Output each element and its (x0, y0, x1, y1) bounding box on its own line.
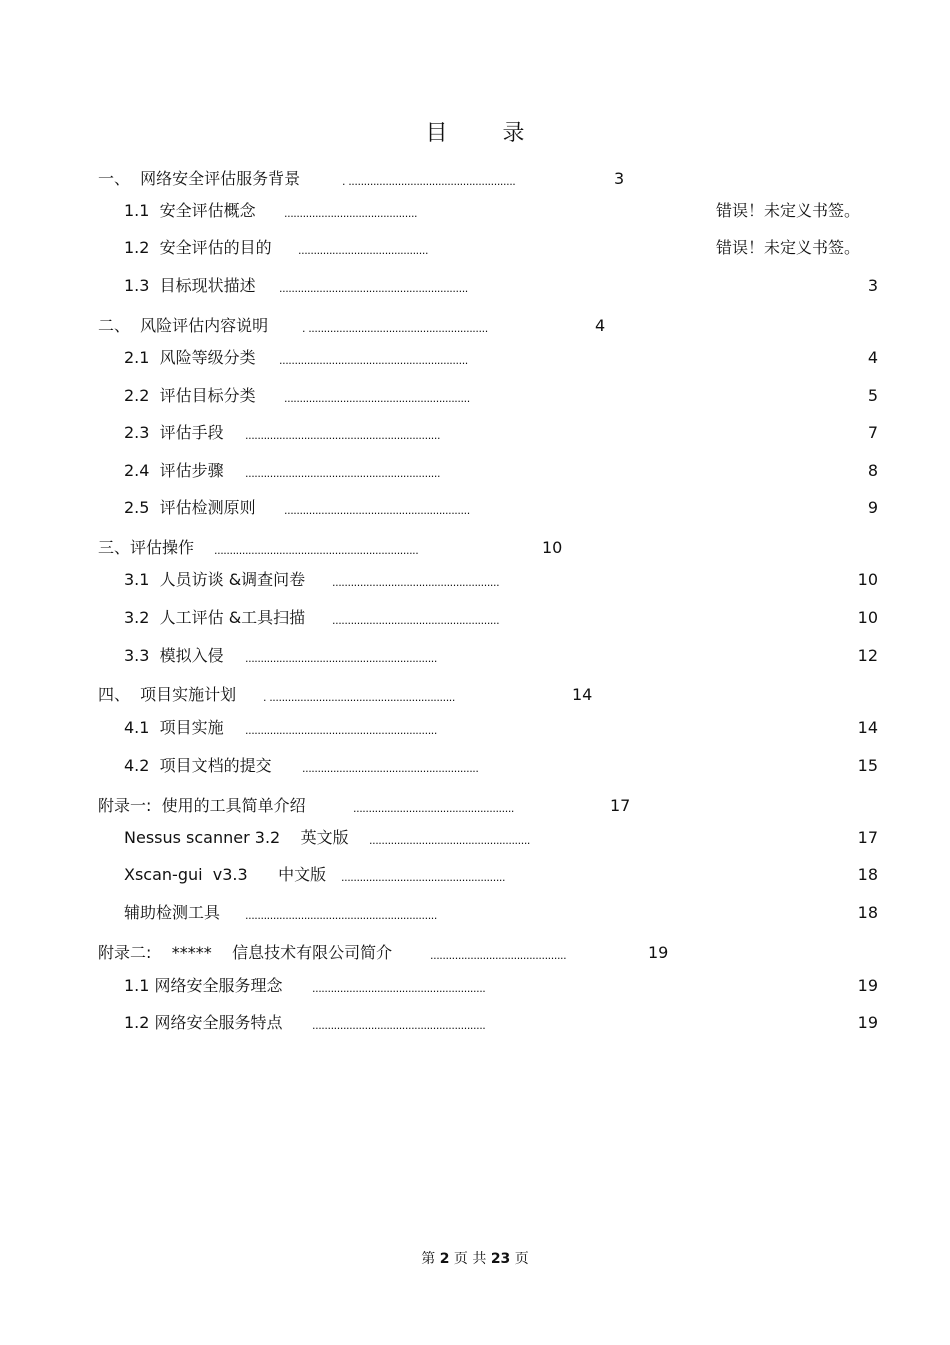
toc-entry[interactable] (0, 942, 950, 964)
toc-entry-page-number: 4 (867, 348, 878, 367)
toc-entry-page-number: 15 (857, 756, 878, 775)
toc-entry-label: 2.2 评估目标分类 (124, 386, 256, 405)
toc-entry-page-number: 17 (857, 828, 878, 847)
toc-entry-leader-dots: .............................................................. (245, 909, 437, 922)
toc-entry[interactable] (0, 569, 950, 591)
footer-middle: 页 共 (453, 1251, 487, 1267)
toc-entry-label: 一、 网络安全评估服务背景 (98, 169, 301, 188)
toc-entry-page-number: 18 (857, 865, 878, 884)
toc-entry-leader-dots: . ............................................................ (263, 691, 455, 704)
toc-entry[interactable] (0, 422, 950, 444)
toc-entry-leader-dots: ............................................................ (284, 392, 470, 405)
toc-entry-label: 2.3 评估手段 (124, 423, 224, 442)
toc-entry-leader-dots: .................................................... (353, 802, 515, 815)
toc-entry-page-number: 9 (867, 498, 878, 517)
toc-entry-leader-dots: .......................................... (298, 244, 429, 257)
toc-entry-page-number: 12 (857, 646, 878, 665)
page-footer (0, 1248, 950, 1268)
toc-entry[interactable] (0, 827, 950, 849)
toc-entry-page-number: 7 (867, 423, 878, 442)
toc-entry-leader-dots: ........................................................ (312, 1019, 486, 1032)
toc-entry-page-number: 8 (867, 461, 878, 480)
toc-entry-leader-dots: .............................................................. (245, 652, 437, 665)
toc-entry-leader-dots: ............................................................... (245, 429, 441, 442)
toc-entry-leader-dots: . ...................................................... (342, 175, 516, 188)
toc-entry-leader-dots: ...................................................... (332, 576, 500, 589)
toc-entry-label: 四、 项目实施计划 (98, 685, 237, 704)
toc-entry-label: 1.2 网络安全服务特点 (124, 1013, 283, 1032)
toc-entry[interactable] (0, 315, 950, 337)
toc-entry-label: 辅助检测工具 (124, 903, 221, 922)
footer-suffix: 页 (514, 1251, 529, 1267)
toc-entry-page-number: 错误！未定义书签。 (715, 238, 860, 257)
toc-entry[interactable] (0, 168, 950, 190)
toc-entry-label: 3.2 人工评估 &工具扫描 (124, 608, 306, 627)
toc-entry[interactable] (0, 795, 950, 817)
toc-entry-leader-dots: ............................................................... (245, 467, 441, 480)
toc-entry-label: 3.3 模拟入侵 (124, 646, 224, 665)
toc-entry[interactable] (0, 902, 950, 924)
toc-entry-page-number: 14 (857, 718, 878, 737)
toc-entry-label: Xscan-gui v3.3 中文版 (124, 865, 327, 884)
toc-entry-page-number: 5 (867, 386, 878, 405)
toc-entry-leader-dots: ..................................................... (341, 871, 506, 884)
toc-entry-page-number: 19 (648, 943, 669, 962)
toc-entry[interactable] (0, 755, 950, 777)
toc-entry-label: 4.1 项目实施 (124, 718, 224, 737)
toc-entry-leader-dots: . .......................................................... (302, 322, 488, 335)
toc-entry-page-number: 4 (595, 316, 606, 335)
toc-entry-leader-dots: ...................................................... (332, 614, 500, 627)
toc-entry[interactable] (0, 237, 950, 259)
toc-entry-label: 三、评估操作 (98, 538, 195, 557)
toc-entry-page-number: 10 (542, 538, 563, 557)
toc-entry-page-number: 10 (857, 608, 878, 627)
footer-total-pages: 23 (490, 1251, 511, 1267)
toc-entry-label: 1.1 安全评估概念 (124, 201, 256, 220)
toc-entry-label: 3.1 人员访谈 &调查问卷 (124, 570, 306, 589)
toc-entry[interactable] (0, 717, 950, 739)
toc-entry-leader-dots: ......................................................... (302, 762, 479, 775)
toc-entry-label: 附录二: ***** 信息技术有限公司简介 (98, 943, 393, 962)
toc-entry-leader-dots: ............................................................. (279, 354, 468, 367)
toc-entry-label: 2.5 评估检测原则 (124, 498, 256, 517)
toc-entry-label: 二、 风险评估内容说明 (98, 316, 269, 335)
toc-entry-page-number: 14 (572, 685, 593, 704)
toc-entry[interactable] (0, 975, 950, 997)
toc-entry-leader-dots: ............................................................ (284, 504, 470, 517)
toc-entry-label: 1.3 目标现状描述 (124, 276, 256, 295)
toc-entry-page-number: 17 (610, 796, 631, 815)
toc-entry[interactable] (0, 537, 950, 559)
toc-entry[interactable] (0, 347, 950, 369)
toc-entry-page-number: 19 (857, 976, 878, 995)
toc-entry-page-number: 19 (857, 1013, 878, 1032)
footer-prefix: 第 (421, 1251, 436, 1267)
toc-entry-page-number: 10 (857, 570, 878, 589)
toc-entry-label: 1.1 网络安全服务理念 (124, 976, 283, 995)
toc-entry-page-number: 3 (867, 276, 878, 295)
toc-entry-label: Nessus scanner 3.2 英文版 (124, 828, 349, 847)
toc-entry-page-number: 3 (614, 169, 625, 188)
toc-entry[interactable] (0, 864, 950, 886)
toc-entry-leader-dots: ............................................ (430, 949, 567, 962)
toc-entry[interactable] (0, 385, 950, 407)
toc-entry-label: 1.2 安全评估的目的 (124, 238, 272, 257)
footer-page-number: 2 (439, 1251, 450, 1267)
toc-entry-label: 2.4 评估步骤 (124, 461, 224, 480)
toc-entry-leader-dots: ........................................................ (312, 982, 486, 995)
toc-entry-label: 附录一: 使用的工具简单介绍 (98, 796, 306, 815)
toc-entry[interactable] (0, 460, 950, 482)
toc-entry[interactable] (0, 275, 950, 297)
toc-entry[interactable] (0, 645, 950, 667)
toc-entry-leader-dots: .................................................... (369, 834, 531, 847)
toc-entry-leader-dots: .............................................................. (245, 724, 437, 737)
toc-entry[interactable] (0, 200, 950, 222)
toc-entry-leader-dots: ........................................... (284, 207, 418, 220)
toc-entry-label: 4.2 项目文档的提交 (124, 756, 272, 775)
toc-entry[interactable] (0, 1012, 950, 1034)
toc-entry[interactable] (0, 684, 950, 706)
toc-entry[interactable] (0, 607, 950, 629)
toc-entry-page-number: 错误！未定义书签。 (715, 201, 860, 220)
toc-entry-leader-dots: ............................................................. (279, 282, 468, 295)
toc-entry-page-number: 18 (857, 903, 878, 922)
toc-entry[interactable] (0, 497, 950, 519)
page-title: 目 录 (425, 121, 549, 146)
toc-entry-leader-dots: .................................................................. (214, 544, 419, 557)
toc-entry-label: 2.1 风险等级分类 (124, 348, 256, 367)
